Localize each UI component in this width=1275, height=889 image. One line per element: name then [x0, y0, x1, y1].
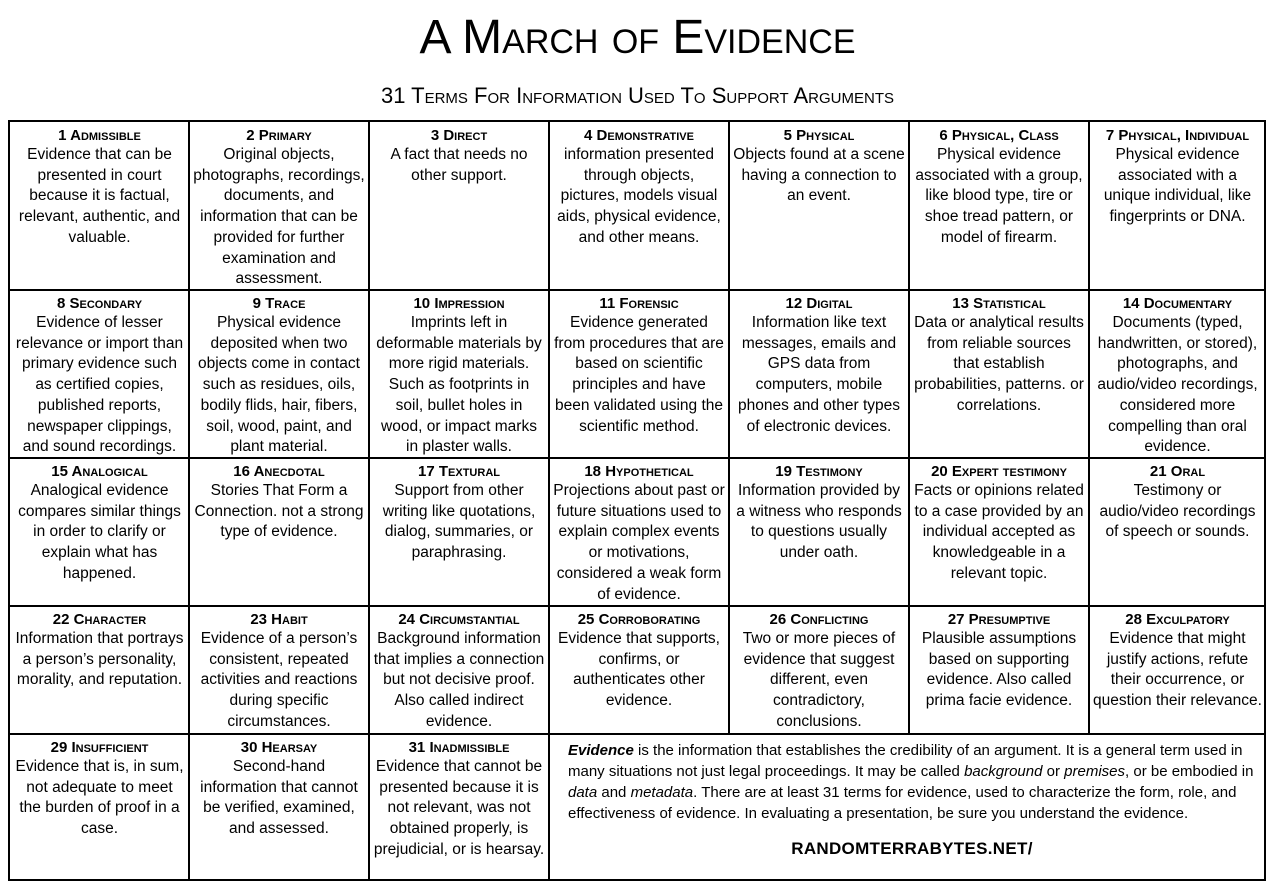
term-number: 16	[233, 463, 250, 480]
term-name: Circumstantial	[419, 611, 520, 628]
term-description: Evidence that might justify actions, refute their occurrence, or question their relevance.	[1093, 630, 1262, 710]
term-description: Physical evidence associated with a group, like blood type, tire or shoe tread pattern, or model of firearm.	[915, 146, 1083, 246]
term-number: 12	[785, 295, 803, 312]
term-description: Evidence that is, in sum, not adequate to meet the burden of proof in a case.	[15, 758, 184, 838]
term-heading	[913, 462, 1085, 481]
term-number: 19	[775, 463, 792, 480]
page-title: A March of Evidence	[419, 11, 856, 64]
term-description: Evidence that supports, confirms, or authenticates other evidence.	[558, 630, 720, 710]
term-name: Primary	[258, 127, 312, 144]
term-heading	[733, 126, 905, 145]
term-number: 6	[939, 127, 948, 144]
term-cell	[10, 290, 189, 458]
term-cell	[549, 122, 729, 290]
term-number: 24	[398, 611, 416, 628]
term-name: Impression	[434, 295, 505, 312]
grid-divider-vertical	[368, 122, 370, 879]
page-subtitle: 31 Terms For Information Used To Support Arguments	[380, 83, 895, 108]
term-cell	[1089, 606, 1266, 734]
term-heading	[913, 610, 1085, 629]
term-number: 21	[1149, 463, 1167, 480]
term-cell	[909, 606, 1089, 734]
term-heading	[373, 126, 545, 145]
term-name: Presumptive	[968, 611, 1051, 628]
term-description: Documents (typed, handwritten, or stored), photographs, and audio/video recordings, considered more compelling than oral evidence.	[1097, 314, 1258, 456]
term-description: Information that portrays a person’s personality, morality, and reputation.	[15, 630, 184, 689]
term-description: Second-hand information that cannot be verified, examined, and assessed.	[200, 758, 358, 838]
term-name: Testimony	[796, 463, 863, 480]
grid-divider-horizontal	[10, 457, 1264, 459]
term-number: 14	[1122, 295, 1140, 312]
term-name: Hearsay	[261, 739, 318, 756]
term-number: 23	[250, 611, 267, 628]
term-heading	[1093, 462, 1262, 481]
term-number: 28	[1125, 611, 1142, 628]
term-heading	[733, 294, 905, 313]
term-heading	[913, 294, 1085, 313]
term-number: 27	[947, 611, 965, 628]
term-name: Admissible	[70, 127, 141, 144]
term-cell	[369, 290, 549, 458]
term-cell	[1089, 458, 1266, 606]
grid-divider-horizontal	[10, 289, 1264, 291]
term-name: Physical, Individual	[1118, 127, 1250, 144]
term-cell	[729, 458, 909, 606]
term-description: A fact that needs no other support.	[390, 146, 528, 184]
term-heading	[553, 294, 725, 313]
term-cell	[189, 458, 369, 606]
term-cell	[189, 734, 369, 881]
term-cell	[549, 458, 729, 606]
term-heading	[193, 462, 365, 481]
term-cell	[189, 122, 369, 290]
term-cell	[369, 606, 549, 734]
term-cell	[189, 606, 369, 734]
term-name: Digital	[806, 295, 853, 312]
term-number: 7	[1105, 127, 1115, 144]
evidence-definition	[558, 736, 1266, 881]
term-description: Evidence generated from procedures that are based on scientific principles and have been validated using the scientific method.	[554, 314, 724, 435]
term-name: Secondary	[69, 295, 143, 312]
term-heading	[14, 462, 185, 481]
grid-divider-vertical	[188, 122, 190, 879]
definition-term: Evidence	[568, 742, 634, 759]
term-heading	[553, 610, 725, 629]
term-description: Facts or opinions related to a case provided by an individual accepted as knowledgeable in a relevant topic.	[914, 482, 1084, 582]
term-description: Analogical evidence compares similar things in order to clarify or explain what has happened.	[18, 482, 181, 582]
term-heading	[373, 294, 545, 313]
term-description: Evidence that cannot be presented because it is not relevant, was not obtained properly, is prejudicial, or is hearsay.	[373, 758, 545, 858]
term-name: Documentary	[1143, 295, 1233, 312]
grid-divider-horizontal	[10, 733, 1264, 735]
term-cell	[10, 122, 189, 290]
term-description: Support from other writing like quotations, dialog, summaries, or paraphrasing.	[382, 482, 536, 562]
term-description: Plausible assumptions based on supporting evidence. Also called prima facie evidence.	[921, 630, 1077, 710]
term-number: 30	[240, 739, 258, 756]
term-name: Forensic	[619, 295, 679, 312]
term-heading	[193, 738, 365, 757]
term-cell	[369, 734, 549, 881]
term-number: 13	[952, 295, 969, 312]
term-number: 17	[418, 463, 435, 480]
term-heading	[1093, 294, 1262, 313]
term-number: 20	[931, 463, 948, 480]
term-number: 10	[413, 295, 431, 312]
term-cell	[549, 290, 729, 458]
term-description: Evidence that can be presented in court because it is factual, relevant, authentic, and valuable.	[18, 146, 181, 246]
term-number: 8	[56, 295, 66, 312]
term-cell	[909, 290, 1089, 458]
term-description: Information like text messages, emails and GPS data from computers, mobile phones and other types of electronic devices.	[737, 314, 900, 435]
term-cell	[1089, 290, 1266, 458]
term-number: 1	[58, 127, 67, 144]
term-name: Character	[73, 611, 147, 628]
term-name: Analogical	[71, 463, 148, 480]
term-description: Stories That Form a Connection. not a strong type of evidence.	[194, 482, 364, 541]
term-cell	[729, 290, 909, 458]
term-name: Insufficient	[71, 739, 149, 756]
term-name: Expert testimony	[951, 463, 1067, 480]
term-number: 29	[50, 739, 68, 756]
term-description: Testimony or audio/video recordings of speech or sounds.	[1099, 482, 1256, 541]
term-cell	[549, 606, 729, 734]
term-cell	[369, 458, 549, 606]
term-description: Evidence of lesser relevance or import than primary evidence such as certified copies, published reports, newspaper clippings, and sound recordings.	[15, 314, 184, 456]
term-name: Anecdotal	[253, 463, 325, 480]
term-cell	[10, 734, 189, 881]
term-heading	[1093, 126, 1262, 145]
term-name: Trace	[265, 295, 306, 312]
term-name: Physical	[796, 127, 855, 144]
term-name: Demonstrative	[596, 127, 694, 144]
term-cell	[909, 122, 1089, 290]
term-heading	[14, 738, 185, 757]
term-description: information presented through objects, pictures, models visual aids, physical evidence, and other means.	[557, 146, 721, 246]
term-heading	[14, 294, 185, 313]
term-number: 25	[577, 611, 595, 628]
term-heading	[733, 462, 905, 481]
term-name: Oral	[1170, 463, 1206, 480]
term-cell	[10, 606, 189, 734]
term-name: Inadmissible	[429, 739, 510, 756]
term-description: Projections about past or future situations used to explain complex events or motivations, considered a weak form of evidence.	[553, 482, 725, 603]
term-name: Textural	[438, 463, 500, 480]
term-cell	[369, 122, 549, 290]
grid-divider-vertical	[548, 122, 550, 879]
term-cell	[10, 458, 189, 606]
grid-divider-vertical	[908, 122, 910, 734]
term-name: Conflicting	[790, 611, 869, 628]
term-cell	[729, 122, 909, 290]
term-cell	[729, 606, 909, 734]
term-heading	[553, 126, 725, 145]
term-heading	[733, 610, 905, 629]
term-description: Original objects, photographs, recordings, documents, and information that can be provided for further examination and assessment.	[193, 146, 365, 288]
term-description: Evidence of a person’s consistent, repeated activities and reactions during specific circumstances.	[200, 630, 358, 730]
grid-divider-horizontal	[10, 605, 1264, 607]
term-number: 2	[246, 127, 255, 144]
term-number: 4	[584, 127, 593, 144]
term-description: Physical evidence associated with a unique individual, like fingerprints or DNA.	[1103, 146, 1252, 226]
term-description: Data or analytical results from reliable sources that establish probabilities, patterns. or correlations.	[914, 314, 1084, 414]
term-name: Corroborating	[598, 611, 701, 628]
site-credit: RANDOMTERRABYTES.NET/	[791, 839, 1033, 858]
grid-divider-vertical	[1088, 122, 1090, 734]
term-number: 9	[252, 295, 261, 312]
term-name: Habit	[271, 611, 308, 628]
term-number: 3	[430, 127, 440, 144]
term-description: Background information that implies a connection but not decisive proof. Also called indirect evidence.	[373, 630, 545, 730]
term-heading	[193, 294, 365, 313]
term-heading	[193, 126, 365, 145]
term-name: Exculpatory	[1146, 611, 1230, 628]
term-name: Statistical	[973, 295, 1046, 312]
term-heading	[14, 126, 185, 145]
term-heading	[373, 462, 545, 481]
term-description: Physical evidence deposited when two objects come in contact such as residues, oils, bodily flids, hair, fibers, soil, wood, paint, and plant material.	[198, 314, 360, 456]
term-number: 5	[783, 127, 792, 144]
term-cell	[1089, 122, 1266, 290]
term-description: Objects found at a scene having a connection to an event.	[733, 146, 905, 205]
term-number: 18	[584, 463, 602, 480]
term-description: Imprints left in deformable materials by more rigid materials. Such as footprints in soil, bullet holes in wood, or impact marks in plaster walls.	[376, 314, 542, 456]
term-heading	[373, 738, 545, 757]
evidence-grid	[8, 120, 1266, 881]
term-heading	[193, 610, 365, 629]
definition-text: Evidence is the information that establishes the credibility of an argument. It is a general term used in many situations not just legal proceedings. It may be called background or premises, or be embodied in data and metadata. There are at least 31 terms for evidence, used to characterize the form, role, and effectiveness of evidence. In evaluating a presentation, be sure you understand the evidence.	[568, 742, 1254, 822]
term-heading	[1093, 610, 1262, 629]
term-description: Information provided by a witness who responds to questions usually under oath.	[736, 482, 902, 562]
term-cell	[189, 290, 369, 458]
term-number: 11	[599, 295, 616, 312]
term-name: Physical, Class	[951, 127, 1059, 144]
term-number: 22	[52, 611, 70, 628]
term-number: 15	[51, 463, 68, 480]
term-heading	[373, 610, 545, 629]
term-name: Direct	[443, 127, 488, 144]
grid-divider-vertical	[728, 122, 730, 734]
term-number: 26	[769, 611, 787, 628]
term-heading	[553, 462, 725, 481]
term-heading	[913, 126, 1085, 145]
term-cell	[909, 458, 1089, 606]
term-description: Two or more pieces of evidence that suggest different, even contradictory, conclusions.	[742, 630, 896, 730]
term-heading	[14, 610, 185, 629]
term-name: Hypothetical	[605, 463, 694, 480]
term-number: 31	[408, 739, 426, 756]
